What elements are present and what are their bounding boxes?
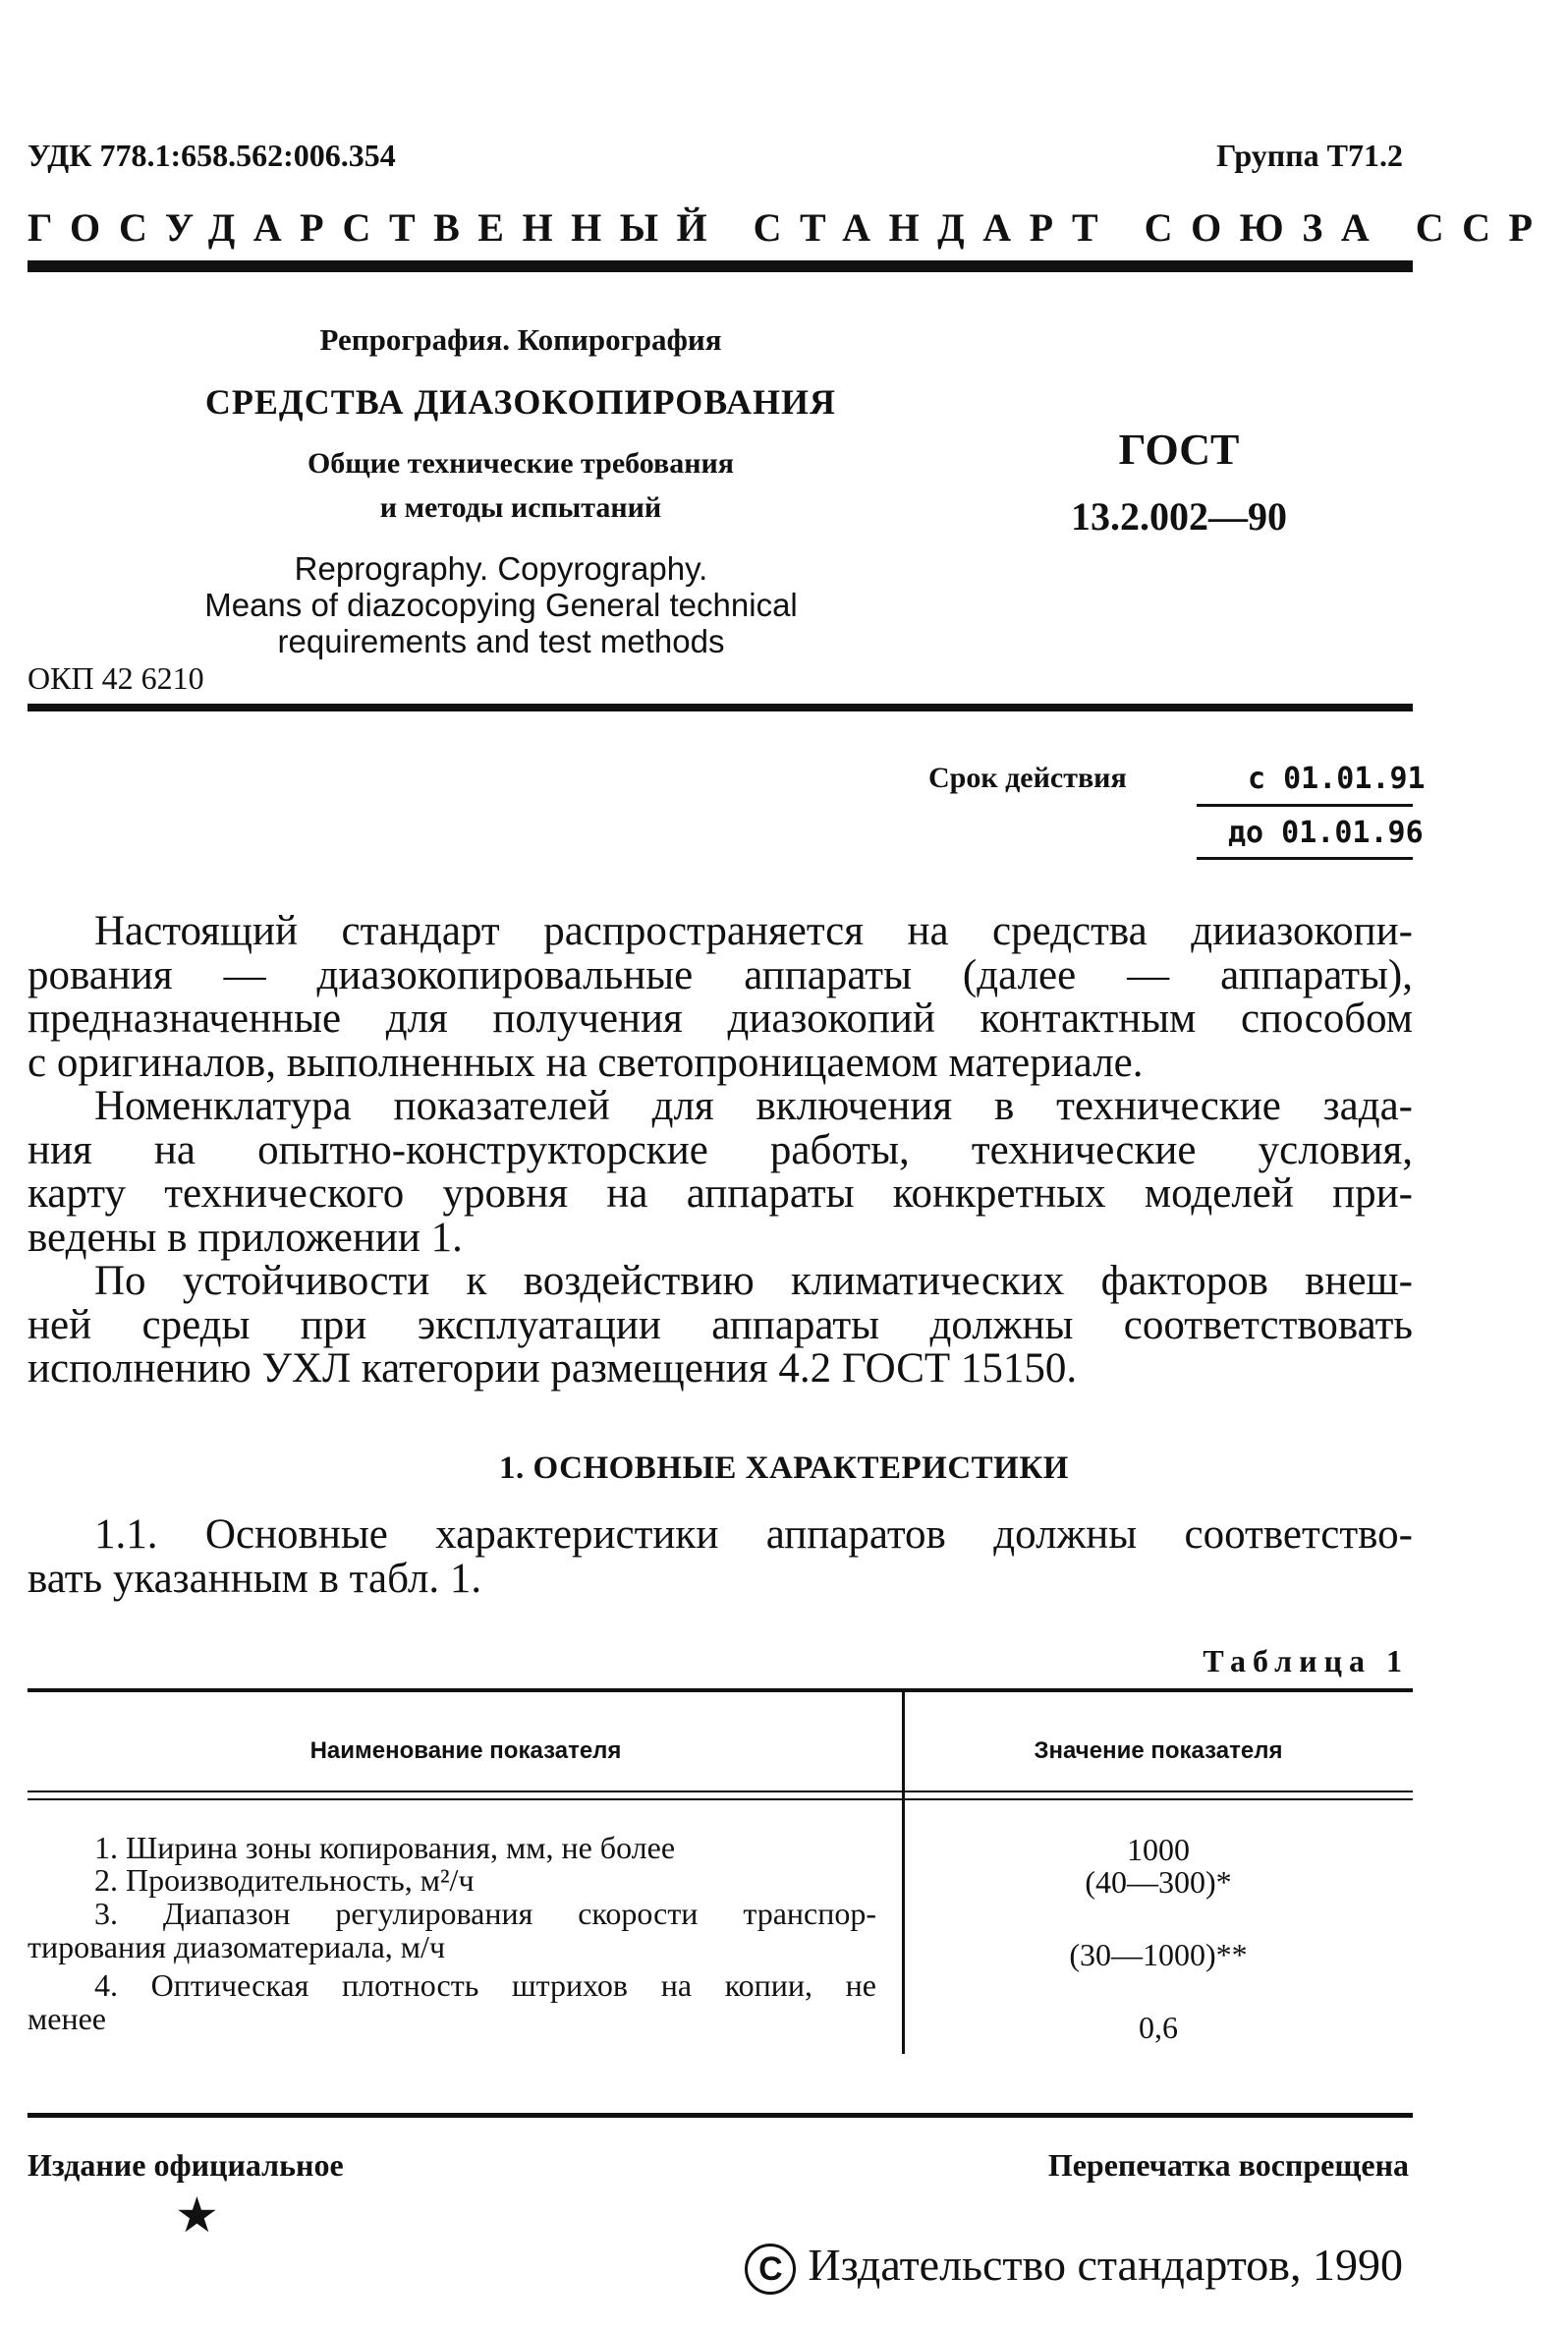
footer-rule [28,2113,1413,2118]
table-cell-line: менее [28,2000,106,2036]
subtitle-line-1: Общие технические требования [307,447,735,480]
table-row-3-value: (30—1000)** [1069,1937,1248,1972]
validity-to: до 01.01.96 [1228,816,1424,850]
table-row-1-value: 1000 [1127,1832,1190,1867]
table-row-4-value: 0,6 [1139,2010,1178,2045]
english-title-line-2: Means of diazocopying General technical [204,587,798,623]
copyright-text: Издательство стандартов, 1990 [808,2240,1403,2290]
english-title-line-3: requirements and test methods [277,623,725,659]
star-icon: ★ [175,2188,219,2243]
table-cell-line: 3. Диапазон регулирования скорости транспор- [94,1896,876,1931]
union-standard-title: ГОСУДАРСТВЕННЫЙ СТАНДАРТ СОЮЗА ССР [28,205,1551,250]
table-row-2-label [28,1864,876,1898]
intro-paragraph-1 [28,910,1413,1085]
copyright-icon: C [745,2244,796,2295]
table-row-3-label [28,1898,876,1963]
table-cell-line: 4. Оптическая плотность штрихов на копии, не [94,1967,876,2003]
table-row-2-value: (40—300)* [1085,1864,1232,1900]
table-header-rule-2 [28,1798,1413,1800]
section-heading: 1. ОСНОВНЫЕ ХАРАКТЕРИСТИКИ [499,1450,1069,1486]
table-cell-line: 1. Ширина зоны копирования, мм, не более [94,1830,676,1865]
text-line: с оригиналов, выполненных на светопроницаемом материале. [28,1039,1144,1086]
text-line: Номенклатура показателей для включения в технические зада- [94,1083,1413,1129]
text-line: карту технического уровня на аппараты конкретных моделей при- [28,1170,1413,1217]
table-top-rule [28,1688,1413,1692]
validity-underline-1 [1197,804,1413,807]
gost-number: 13.2.002—90 [1071,494,1287,539]
text-line: исполнению УХЛ категории размещения 4.2 ГОСТ 15150. [28,1345,1078,1392]
text-line: рования — диазокопировальные аппараты (далее — аппараты), [28,951,1413,998]
table-row-4-label [28,1969,876,2035]
english-title-line-1: Reprography. Copyrography. [294,550,708,587]
subtitle-line-2: и методы испытаний [379,491,662,524]
reprint-note: Перепечатка воспрещена [1047,2147,1409,2183]
table-caption: Таблица 1 [1203,1643,1409,1678]
gost-label: ГОСТ [1118,426,1240,474]
title-block-rule [28,704,1413,711]
text-line: ведены в приложении 1. [28,1214,463,1261]
validity-underline-2 [1197,857,1413,860]
text-line: 1.1. Основные характеристики аппаратов должны соответство- [94,1511,1413,1558]
edition-note: Издание официальное [28,2147,344,2183]
text-line: По устойчивости к воздействию климатических факторов внеш- [94,1258,1413,1304]
text-line: ния на опытно-конструкторские работы, технические условия, [28,1126,1413,1173]
udk-code: УДК 778.1:658.562:006.354 [28,138,396,173]
table-cell-line: 2. Производительность, м²/ч [94,1862,475,1898]
validity-label: Срок действия [928,762,1127,794]
document-title: СРЕДСТВА ДИАЗОКОПИРОВАНИЯ [204,382,837,422]
clause-1-1 [28,1513,1413,1601]
text-line: ней среды при эксплуатации аппараты должны соответствовать [28,1301,1413,1348]
header-rule [28,260,1413,272]
table-cell-line: тирования диазоматериала, м/ч [28,1928,446,1964]
intro-paragraph-3 [28,1260,1413,1392]
text-line: предназначенные для получения диазокопий контактным способом [28,995,1413,1042]
table-header-value: Значение показателя [1034,1737,1283,1764]
table-row-1-label [28,1832,876,1865]
subject-line: Репрография. Копирография [319,322,722,357]
text-line: Настоящий стандарт распространяется на средства дииазокопи- [94,908,1413,954]
group-code: Группа Т71.2 [1216,138,1403,173]
okp-code: ОКП 42 6210 [28,660,204,696]
table-header-rule-1 [28,1791,1413,1792]
text-line: вать указанным в табл. 1. [28,1555,482,1602]
intro-paragraph-2 [28,1085,1413,1260]
table-header-name: Наименование показателя [309,1737,622,1764]
validity-from: с 01.01.91 [1248,762,1426,796]
copyright-line [745,2239,1403,2295]
